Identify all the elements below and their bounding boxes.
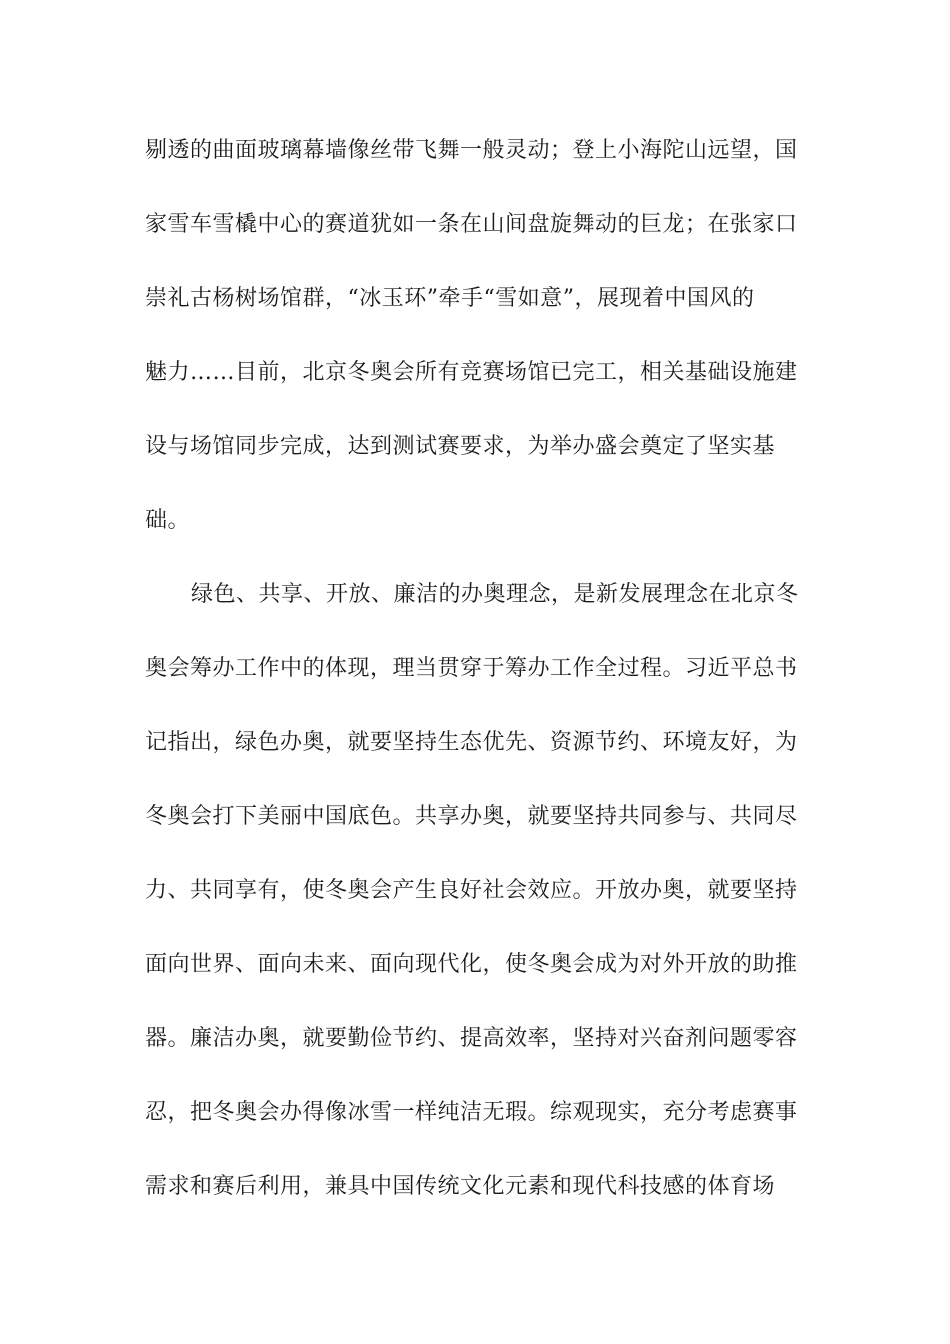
paragraph-line: 力、共同享有，使冬奥会产生良好社会效应。开放办奥，就要坚持 bbox=[145, 878, 798, 903]
paragraph-line: 绿色、共享、开放、廉洁的办奥理念，是新发展理念在北京冬 bbox=[191, 582, 799, 607]
paragraph-line: 设与场馆同步完成，达到测试赛要求，为举办盛会奠定了坚实基 bbox=[145, 434, 776, 459]
paragraph-line: 奥会筹办工作中的体现，理当贯穿于筹办工作全过程。习近平总书 bbox=[145, 656, 798, 681]
paragraph-line: 记指出，绿色办奥，就要坚持生态优先、资源节约、环境友好，为 bbox=[145, 730, 798, 755]
paragraph-line: 器。廉洁办奥，就要勤俭节约、提高效率，坚持对兴奋剂问题零容 bbox=[145, 1026, 798, 1051]
paragraph-line: 忍，把冬奥会办得像冰雪一样纯洁无瑕。综观现实，充分考虑赛事 bbox=[145, 1100, 798, 1125]
paragraph-line: 剔透的曲面玻璃幕墙像丝带飞舞一般灵动；登上小海陀山远望，国 bbox=[145, 138, 798, 163]
paragraph-line: 崇礼古杨树场馆群，“冰玉环”牵手“雪如意”，展现着中国风的 bbox=[145, 286, 755, 311]
paragraph-1 bbox=[145, 132, 805, 576]
paragraph-line: 面向世界、面向未来、面向现代化，使冬奥会成为对外开放的助推 bbox=[145, 952, 798, 977]
paragraph-line: 冬奥会打下美丽中国底色。共享办奥，就要坚持共同参与、共同尽 bbox=[145, 804, 798, 829]
paragraph-line: 需求和赛后利用，兼具中国传统文化元素和现代科技感的体育场 bbox=[145, 1174, 776, 1199]
document-body bbox=[145, 132, 805, 1242]
paragraph-line: 魅力……目前，北京冬奥会所有竞赛场馆已完工，相关基础设施建 bbox=[145, 360, 798, 385]
paragraph-2 bbox=[145, 576, 805, 1242]
paragraph-line: 家雪车雪橇中心的赛道犹如一条在山间盘旋舞动的巨龙；在张家口 bbox=[145, 212, 798, 237]
paragraph-line: 础。 bbox=[145, 508, 191, 533]
